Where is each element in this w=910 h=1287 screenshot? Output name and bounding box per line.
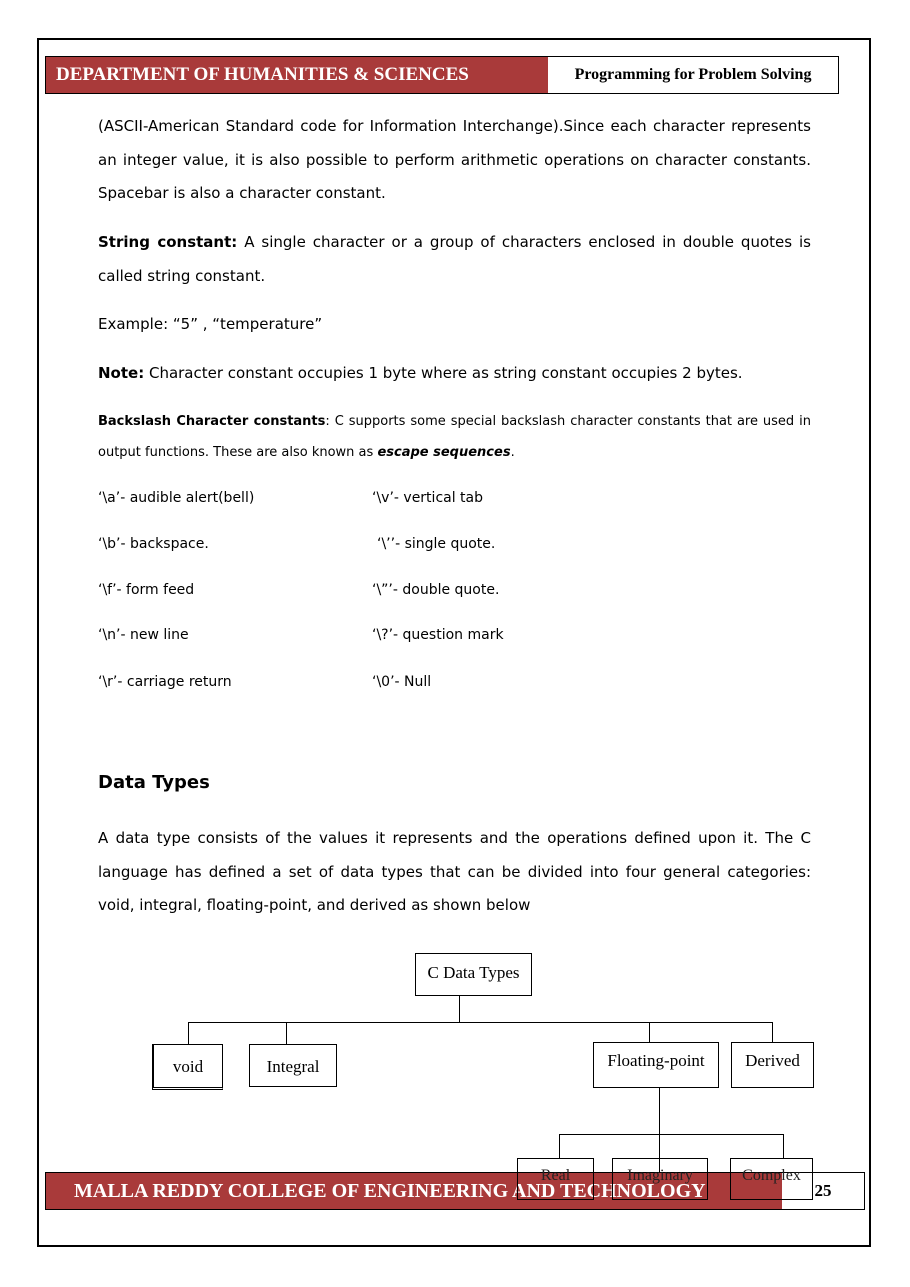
diagram-node-real: Real	[517, 1158, 594, 1200]
diagram-node-void: void	[152, 1044, 223, 1090]
diagram-node-floating-point: Floating-point	[593, 1042, 719, 1088]
diagram-connector	[783, 1134, 784, 1158]
escape-left-item: ‘\b’- backspace.	[98, 536, 209, 552]
section-heading-data-types: Data Types	[98, 772, 210, 793]
escape-right-item: ‘\v’- vertical tab	[372, 490, 484, 506]
escape-left-item: ‘\n’- new line	[98, 627, 189, 643]
department-title: DEPARTMENT OF HUMANITIES & SCIENCES	[46, 57, 548, 93]
escape-left-item: ‘\r’- carriage return	[98, 674, 232, 690]
diagram-node-integral: Integral	[249, 1044, 337, 1087]
paragraph-ascii: (ASCII-American Standard code for Information Interchange).Since each character represents an integer value, it is also possible to perform arithmetic operations on character constants. Spacebar is also a character constant.	[98, 117, 811, 202]
backslash-term: Backslash Character constants	[98, 414, 326, 429]
escape-left-item: ‘\a’- audible alert(bell)	[98, 490, 255, 506]
escape-right-item: ‘\0’- Null	[372, 674, 432, 690]
diagram-connector	[559, 1134, 784, 1135]
diagram-connector	[188, 1022, 773, 1023]
page-header	[45, 56, 839, 94]
course-title: Programming for Problem Solving	[574, 66, 812, 83]
diagram-connector	[649, 1022, 650, 1042]
college-name: MALLA REDDY COLLEGE OF ENGINEERING AND TECHNOLOGY	[46, 1173, 782, 1209]
page-number: 25	[814, 1181, 832, 1200]
diagram-root-node: C Data Types	[415, 953, 532, 996]
note-text: Character constant occupies 1 byte where as string constant occupies 2 bytes.	[144, 364, 743, 382]
escape-sequences-term: escape sequences	[377, 445, 511, 460]
paragraph-note	[98, 357, 811, 391]
escape-right-item: ‘\?’- question mark	[372, 627, 504, 643]
paragraph-backslash	[98, 406, 811, 468]
note-term: Note:	[98, 364, 145, 382]
escape-left-item: ‘\f’- form feed	[98, 582, 195, 598]
diagram-connector	[188, 1022, 189, 1045]
backslash-text: : C supports some special backslash character constants that are used in output functions. These are also known as	[98, 414, 811, 460]
string-constant-term: String constant:	[98, 233, 238, 251]
paragraph-string-constant	[98, 226, 811, 293]
paragraph-data-types: A data type consists of the values it represents and the operations defined upon it. The C language has defined a set of data types that can be divided into four general categories: void, integral, floating-point, and derived as shown below	[98, 829, 811, 914]
diagram-connector	[459, 996, 460, 1022]
diagram-connector	[772, 1022, 773, 1042]
escape-right-item: ‘\”’- double quote.	[372, 582, 500, 598]
diagram-node-complex: Complex	[730, 1158, 813, 1200]
diagram-node-imaginary: Imaginary	[612, 1158, 708, 1200]
paragraph-example: Example: “5” , “temperature”	[98, 315, 323, 333]
string-constant-text: A single character or a group of characters enclosed in double quotes is called string constant.	[98, 233, 811, 285]
escape-right-item: ‘\’’- single quote.	[377, 536, 496, 552]
diagram-connector	[559, 1134, 560, 1158]
diagram-connector	[286, 1022, 287, 1045]
backslash-text-end: .	[510, 445, 515, 460]
diagram-node-derived: Derived	[731, 1042, 814, 1088]
